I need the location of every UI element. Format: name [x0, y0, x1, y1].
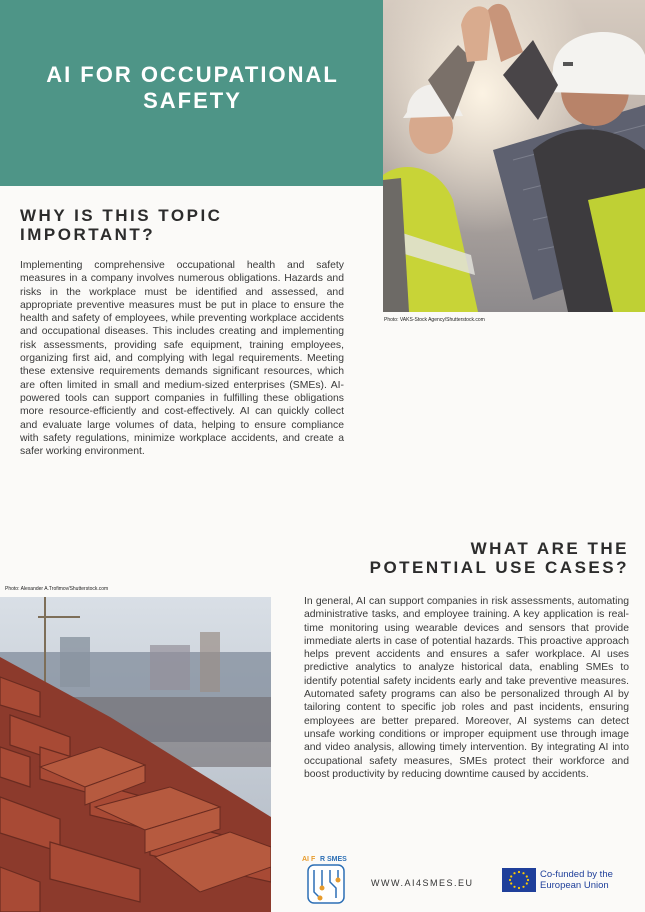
section1-heading-line2: IMPORTANT? — [20, 225, 156, 244]
brick-wall-photo — [0, 597, 271, 912]
section2-body: In general, AI can support companies in risk assessments, automating administrative tasks, and employee training. A key application is real-time monitoring using wearable devices and sensors that provide immediate alerts in case of potential hazards. This proactive approach helps prevent accidents and ensures a safer workplace. AI uses predictive analytics to analyze historical data, enabling SMEs to identify potential safety incidents early and take preventive measures. Automated safety programs can also be personalized through AI by tailoring content to specific job roles and past incidents, ensuring employees are better prepared. Moreover, AI systems can detect unsafe working conditions or improper equipment use through image and video analysis, allowing timely intervention. By integrating AI into occupational safety measures, SMEs protect their workforce and boost productivity by reducing downtime caused by accidents. — [304, 596, 629, 780]
section1-body: Implementing comprehensive occupational health and safety measures in a company involves numerous obligations. Hazards and risks in the workplace must be identified and assessed, and appropriate preventive measures must be put in place to ensure the health and safety of employees, while preventing workplace accidents and occupational diseases. This includes creating and implementing risk assessments, providing safe equipment, training employees, organizing first aid, and complying with legal requirements. Meeting these extensive requirements demands significant resources, which are often limited in small and medium-sized enterprises (SMEs). AI-powered tools can support companies in fulfilling these obligations more resource-efficiently and cost-effectively. AI can quickly collect and evaluate large volumes of data, helping to ensure compliance with safety regulations, minimize workplace accidents, and create a safer working environment. — [20, 260, 344, 458]
website-link[interactable]: WWW.AI4SMES.EU — [371, 878, 474, 888]
section1-heading — [20, 206, 360, 244]
page-title: AI FOR OCCUPATIONAL SAFETY — [46, 62, 339, 113]
section2-heading-line1: WHAT ARE THE — [470, 539, 629, 558]
eu-flag-icon — [502, 868, 536, 892]
eu-line1: Co-funded by the — [540, 869, 613, 880]
svg-text:AI F: AI F — [302, 856, 316, 863]
eu-line2: European Union — [540, 880, 609, 891]
ai4smes-logo — [300, 852, 352, 904]
section1-heading-line1: WHY IS THIS TOPIC — [20, 206, 223, 225]
photo-credit-bottom: Photo: Alexander A.Trofimov/Shutterstock.com — [5, 586, 109, 592]
svg-text:R SMES: R SMES — [320, 856, 347, 863]
section2-heading-line2: POTENTIAL USE CASES? — [369, 558, 629, 577]
photo-credit-top: Photo: VAKS-Stock Agency/Shutterstock.com — [384, 317, 485, 323]
workers-high-five-photo — [383, 0, 645, 312]
section2-heading — [300, 539, 629, 577]
eu-cofunded-label — [540, 869, 613, 891]
